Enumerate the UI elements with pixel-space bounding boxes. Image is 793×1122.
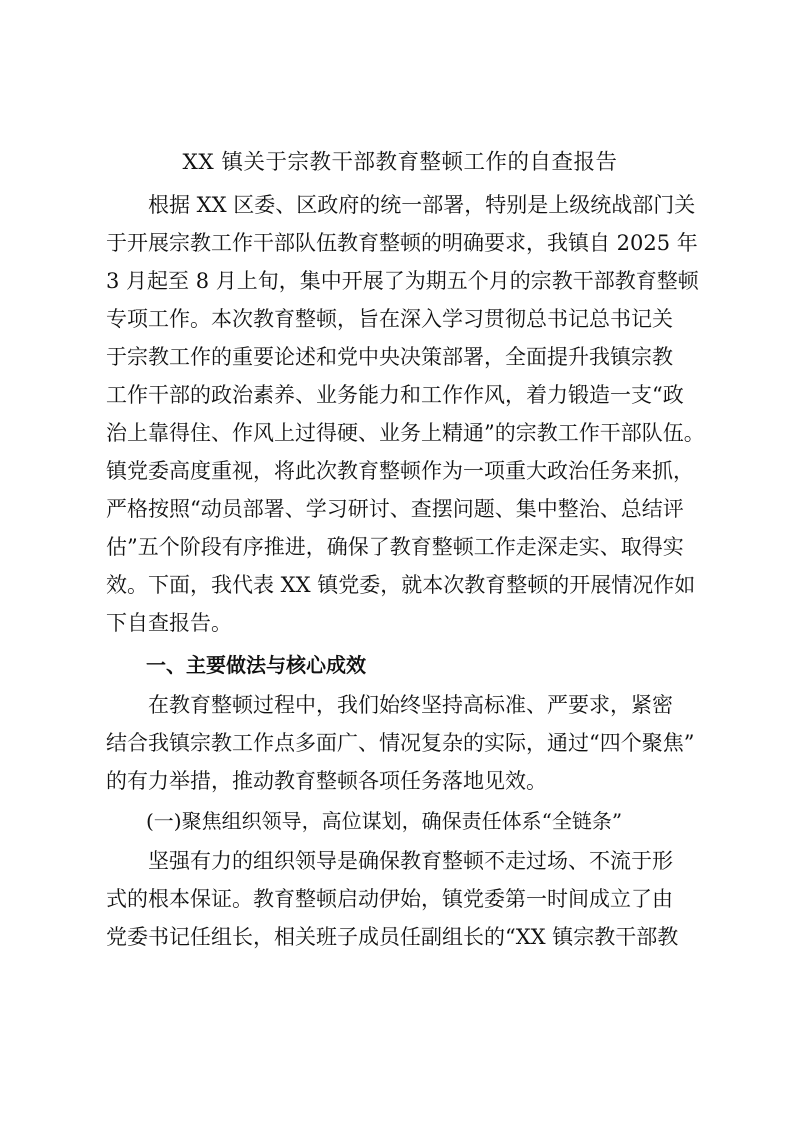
paragraph-line: 严格按照“动员部署、学习研讨、查摆问题、集中整治、总结评 (106, 497, 684, 521)
paragraph-line: 3 月起至 8 月上旬，集中开展了为期五个月的宗教干部教育整顿 (106, 269, 699, 293)
subsection-heading: (一)聚焦组织领导，高位谋划，确保责任体系“全链条” (106, 809, 623, 833)
paragraph-line: 党委书记任组长，相关班子成员任副组长的“XX 镇宗教干部教 (106, 925, 679, 949)
document-title: XX 镇关于宗教干部教育整顿工作的自查报告 (182, 150, 618, 175)
paragraph-line: 式的根本保证。教育整顿启动伊始，镇党委第一时间成立了由 (106, 887, 673, 911)
paragraph-line: 效。下面，我代表 XX 镇党委，就本次教育整顿的开展情况作如 (106, 573, 696, 597)
paragraph-line: 治上靠得住、作风上过得硬、业务上精通”的宗教工作干部队伍。 (106, 421, 705, 445)
paragraph-line: 在教育整顿过程中，我们始终坚持高标准、严要求，紧密 (106, 693, 673, 717)
paragraph-line: 下自查报告。 (106, 611, 232, 635)
paragraph-line: 结合我镇宗教工作点多面广、情况复杂的实际，通过“四个聚焦” (106, 731, 695, 755)
paragraph-line: 专项工作。本次教育整顿，旨在深入学习贯彻总书记总书记关 (106, 307, 673, 331)
paragraph-line: 的有力举措，推动教育整顿各项任务落地见效。 (106, 769, 547, 793)
section-heading: 一、主要做法与核心成效 (106, 653, 366, 677)
paragraph-line: 镇党委高度重视，将此次教育整顿作为一项重大政治任务来抓， (106, 459, 694, 483)
paragraph-line: 坚强有力的组织领导是确保教育整顿不走过场、不流于形 (106, 849, 673, 873)
paragraph-line: 于宗教工作的重要论述和党中央决策部署，全面提升我镇宗教 (106, 345, 673, 369)
paragraph-line: 于开展宗教工作干部队伍教育整顿的明确要求，我镇自 2025 年 (106, 231, 698, 255)
paragraph-line: 根据 XX 区委、区政府的统一部署，特别是上级统战部门关 (106, 193, 696, 217)
paragraph-line: 工作干部的政治素养、业务能力和工作作风，着力锻造一支“政 (106, 383, 684, 407)
paragraph-line: 估”五个阶段有序推进，确保了教育整顿工作走深走实、取得实 (106, 535, 684, 559)
